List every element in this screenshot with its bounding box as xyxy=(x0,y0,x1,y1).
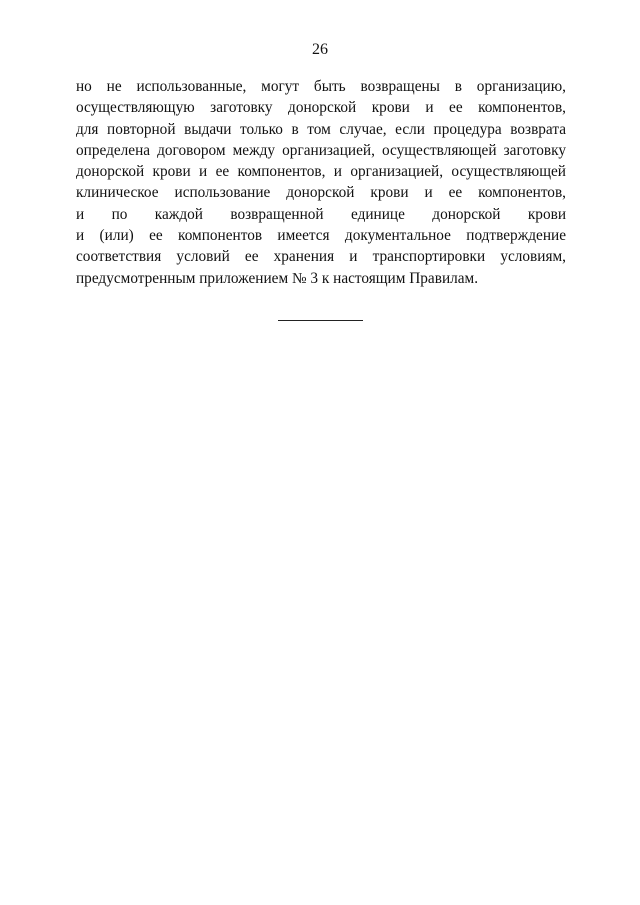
paragraph-line: определена договором между организацией, осуществляющей заготовку xyxy=(76,141,566,159)
paragraph-line: клиническое использование донорской крови и ее компонентов, xyxy=(76,184,566,202)
end-of-text-rule xyxy=(278,320,363,321)
paragraph-line: донорской крови и ее компонентов, и организацией, осуществляющей xyxy=(76,163,566,181)
paragraph-line: для повторной выдачи только в том случае, если процедура возврата xyxy=(76,120,566,138)
body-paragraph xyxy=(76,76,566,289)
paragraph-line: но не использованные, могут быть возвращены в организацию, xyxy=(76,78,566,95)
paragraph-line: осуществляющую заготовку донорской крови и ее компонентов, xyxy=(76,99,566,117)
paragraph-line: и по каждой возвращенной единице донорской крови xyxy=(76,205,566,223)
page-number: 26 xyxy=(312,41,328,58)
paragraph-line: соответствия условий ее хранения и транспортировки условиям, xyxy=(76,248,566,266)
paragraph-line: предусмотренным приложением № 3 к настоящим Правилам. xyxy=(76,269,479,287)
paragraph-line: и (или) ее компонентов имеется документальное подтверждение xyxy=(76,227,566,245)
